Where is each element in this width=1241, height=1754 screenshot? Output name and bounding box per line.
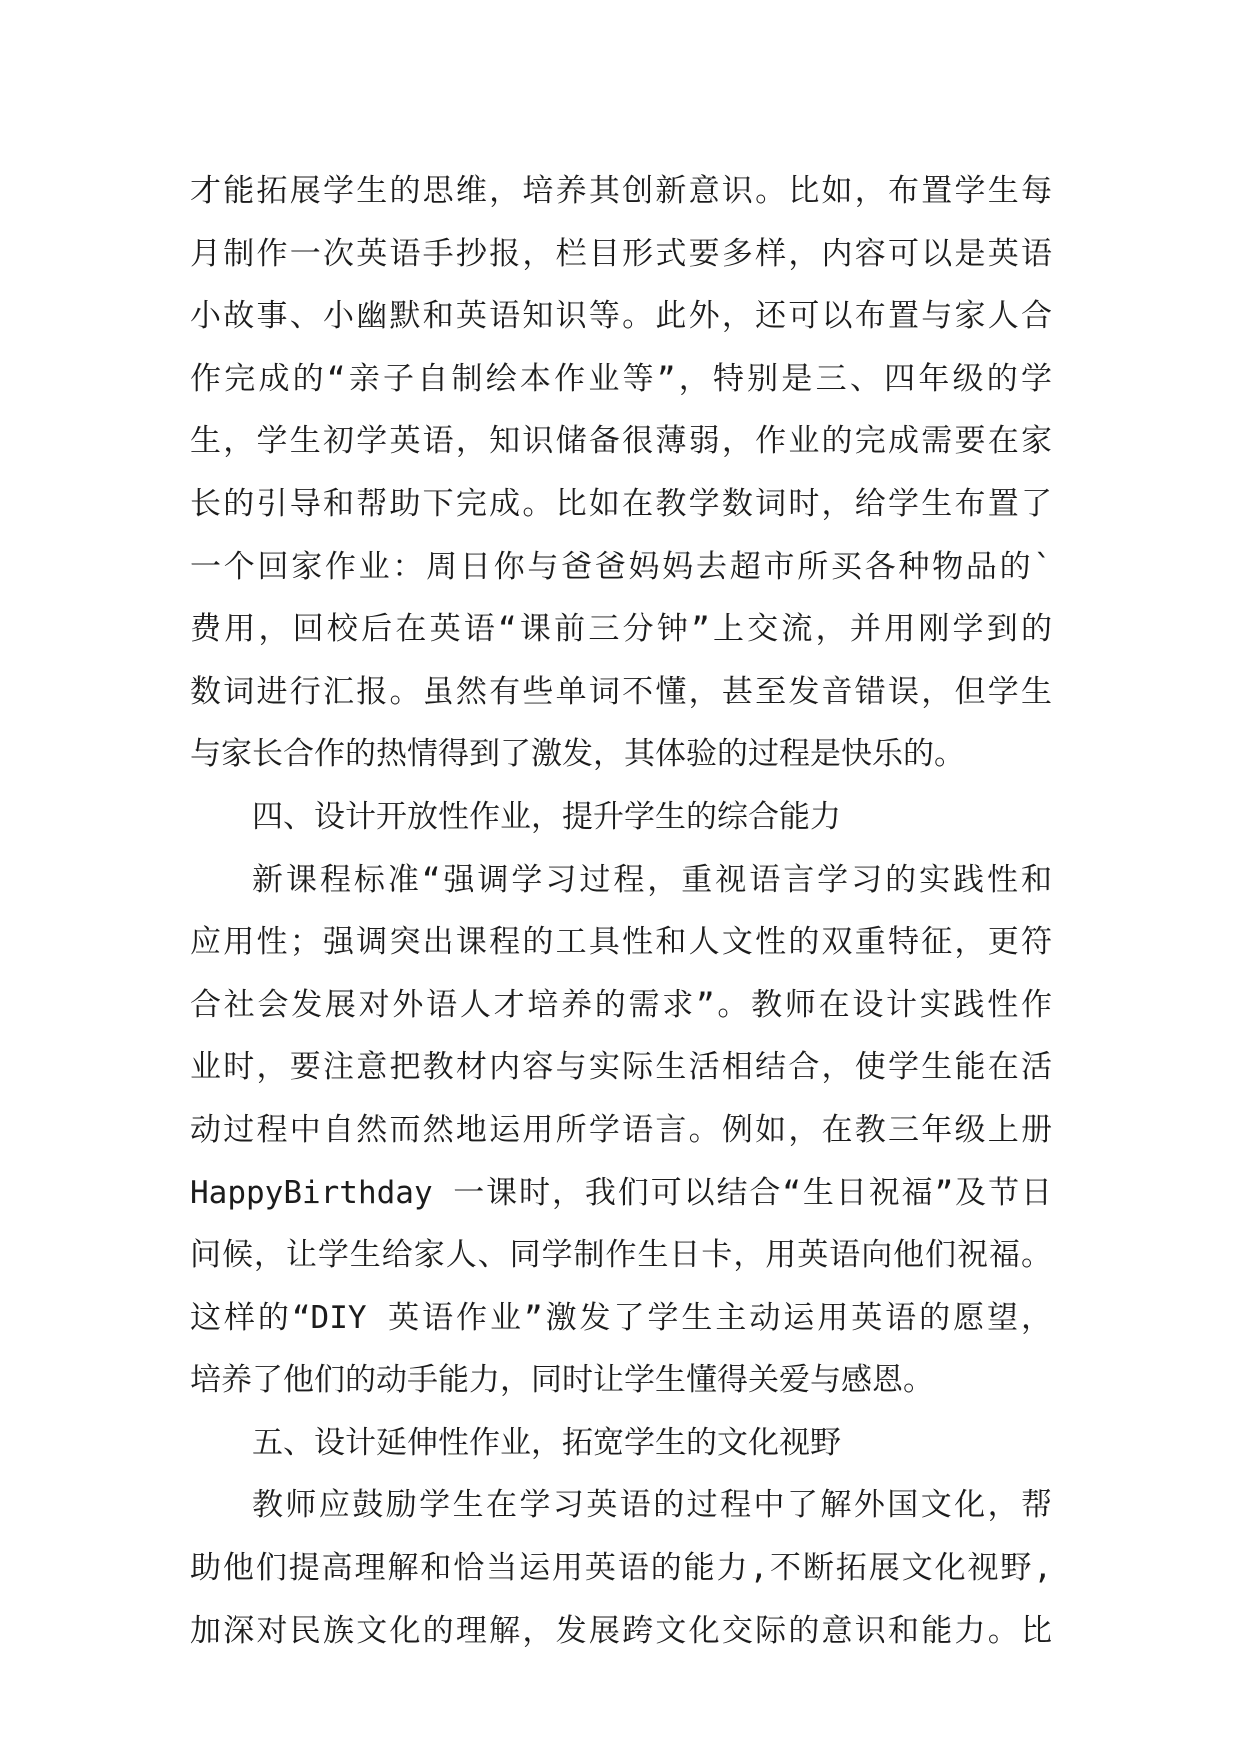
paragraph-line: 生，学生初学英语，知识储备很薄弱，作业的完成需要在家: [190, 423, 1052, 460]
paragraph-line: 问候，让学生给家人、同学制作生日卡，用英语向他们祝福。: [190, 1237, 1052, 1274]
paragraph-last-line: 与家长合作的热情得到了激发，其体验的过程是快乐的。: [190, 736, 965, 773]
paragraph-line: 加深对民族文化的理解，发展跨文化交际的意识和能力。比: [190, 1612, 1052, 1649]
document-body: [190, 160, 1052, 1662]
paragraph-line: 作完成的“亲子自制绘本作业等”，特别是三、四年级的学: [190, 360, 1052, 397]
paragraph-line: 小故事、小幽默和英语知识等。此外，还可以布置与家人合: [190, 298, 1052, 335]
paragraph-line: 费用，回校后在英语“课前三分钟”上交流，并用刚学到的: [190, 611, 1052, 648]
paragraph-line: 数词进行汇报。虽然有些单词不懂，甚至发音错误，但学生: [190, 673, 1052, 710]
paragraph-first-line: 新课程标准“强调学习过程，重视语言学习的实践性和: [252, 861, 1052, 898]
paragraph-line: 合社会发展对外语人才培养的需求”。教师在设计实践性作: [190, 986, 1052, 1023]
paragraph-line: 月制作一次英语手抄报，栏目形式要多样，内容可以是英语: [190, 235, 1052, 272]
paragraph-line: 长的引导和帮助下完成。比如在教学数词时，给学生布置了: [190, 485, 1052, 522]
paragraph-line: 一个回家作业：周日你与爸爸妈妈去超市所买各种物品的`: [190, 548, 1052, 585]
paragraph-line: 应用性；强调突出课程的工具性和人文性的双重特征，更符: [190, 924, 1052, 961]
paragraph-line: 助他们提高理解和恰当运用英语的能力,不断拓展文化视野,: [190, 1550, 1052, 1587]
section-heading-four: 四、设计开放性作业，提升学生的综合能力: [252, 798, 841, 835]
paragraph-line: HappyBirthday 一课时，我们可以结合“生日祝福”及节日: [190, 1174, 1052, 1211]
paragraph-line: 业时，要注意把教材内容与实际生活相结合，使学生能在活: [190, 1049, 1052, 1086]
paragraph-line: 这样的“DIY 英语作业”激发了学生主动运用英语的愿望，: [190, 1299, 1052, 1336]
paragraph-first-line: 教师应鼓励学生在学习英语的过程中了解外国文化，帮: [252, 1487, 1052, 1524]
section-heading-five: 五、设计延伸性作业，拓宽学生的文化视野: [252, 1424, 841, 1461]
paragraph-line: 才能拓展学生的思维，培养其创新意识。比如，布置学生每: [190, 173, 1052, 209]
paragraph-last-line: 培养了他们的动手能力，同时让学生懂得关爱与感恩。: [190, 1362, 934, 1399]
paragraph-line: 动过程中自然而然地运用所学语言。例如，在教三年级上册: [190, 1111, 1052, 1148]
